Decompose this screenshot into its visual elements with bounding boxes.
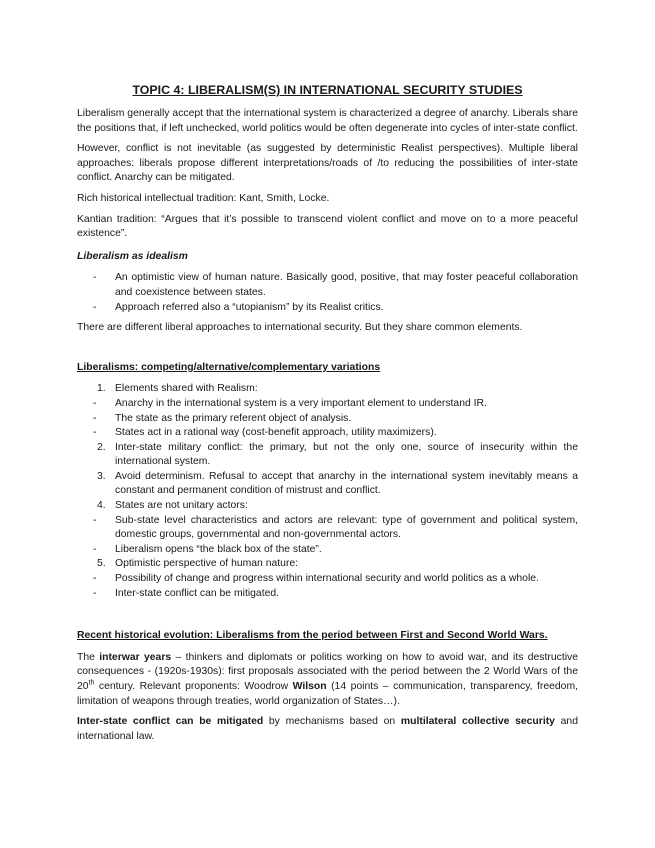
list-item <box>77 426 578 441</box>
list-bullet: - <box>93 587 97 599</box>
section-heading-variations: Liberalisms: competing/alternative/complementary variations <box>77 361 381 373</box>
bold-term-conflict: Inter-state conflict can be mitigated <box>77 716 264 728</box>
list-item-text: Possibility of change and progress within international security and world politics as a whole. <box>115 573 539 585</box>
list-bullet: - <box>93 412 97 424</box>
text-run: The <box>77 651 100 663</box>
intro-paragraph-1: Liberalism generally accept that the international system is characterized a degree of anarchy. Liberals share the positions that, if left unchecked, world politics would be often degenerate into cycles of inter-state conflict. <box>77 108 578 134</box>
list-item <box>77 470 578 499</box>
list-number: 1. <box>97 383 106 395</box>
list-item <box>77 271 578 300</box>
list-item <box>77 543 578 558</box>
text-run: – thinkers and diplomats or politics working on how to avoid war, and its destructive consequences - (1920s-1930s): first proposals associated with the period between the 2 World Wars of the 20 <box>77 651 578 692</box>
list-item <box>77 587 578 602</box>
list-item <box>77 514 578 543</box>
list-item-text: States are not unitary actors: <box>115 500 248 512</box>
intro-paragraph-4: Kantian tradition: “Argues that it’s possible to transcend violent conflict and move on to a more peaceful existence”. <box>77 213 578 240</box>
list-item-text: States act in a rational way (cost-benefit approach, utility maximizers). <box>115 427 437 439</box>
section-heading-history: Recent historical evolution: Liberalisms from the period between First and Second World Wars. <box>77 630 548 642</box>
document-body <box>77 82 578 750</box>
list-item-text: Inter-state military conflict: the primary, but not the only one, source of insecurity within the international system. <box>115 441 578 468</box>
list-item-text: Elements shared with Realism: <box>115 383 258 395</box>
list-bullet: - <box>93 272 97 284</box>
list-bullet: - <box>93 427 97 439</box>
list-number: 3. <box>97 470 106 482</box>
idealism-list <box>77 271 578 315</box>
list-bullet: - <box>93 573 97 585</box>
list-item-text: Avoid determinism. Refusal to accept that anarchy in the international system inevitably means a constant and permanent condition of mistrust and conflict. <box>115 470 578 497</box>
history-paragraph-2 <box>77 715 578 744</box>
list-number: 2. <box>97 441 106 453</box>
list-item <box>77 382 578 397</box>
bold-term-wilson: Wilson <box>292 681 327 692</box>
text-run: century. Relevant proponents: Woodrow <box>94 681 293 692</box>
list-item-text: An optimistic view of human nature. Basically good, positive, that may foster peaceful collaboration and coexistence between states. <box>115 272 578 298</box>
list-item-text: Liberalism opens “the black box of the state”. <box>115 543 322 555</box>
list-bullet: - <box>93 543 97 555</box>
list-bullet: - <box>93 397 97 409</box>
bold-term-collective-security: multilateral collective security <box>400 716 555 728</box>
list-item-text: The state as the primary referent object of analysis. <box>115 412 352 424</box>
idealism-closing: There are different liberal approaches to international security. But they share common elements. <box>77 322 523 334</box>
section-heading-idealism: Liberalism as idealism <box>77 250 188 262</box>
text-run: by mechanisms based on <box>263 716 401 728</box>
list-item <box>77 441 578 470</box>
superscript: th <box>88 679 95 687</box>
intro-paragraph-3: Rich historical intellectual tradition: Kant, Smith, Locke. <box>77 192 330 204</box>
list-item-text: Anarchy in the international system is a very important element to understand IR. <box>115 397 487 409</box>
list-item-text: Optimistic perspective of human nature: <box>115 558 299 570</box>
list-number: 5. <box>97 558 106 570</box>
list-item <box>77 301 578 316</box>
variations-list <box>77 382 578 601</box>
list-number: 4. <box>97 500 106 512</box>
page-title: TOPIC 4: LIBERALISM(S) IN INTERNATIONAL SECURITY STUDIES <box>132 83 523 97</box>
list-item <box>77 499 578 514</box>
list-item <box>77 557 578 572</box>
list-bullet: - <box>93 514 97 526</box>
bold-term-interwar: interwar years <box>99 651 172 663</box>
list-item <box>77 397 578 412</box>
list-bullet: - <box>93 301 97 313</box>
list-item-text: Sub-state level characteristics and actors are relevant: type of government and political system, domestic groups, governmental and non-governmental actors. <box>115 514 578 541</box>
text-run: (14 points – communication, transparency, freedom, limitation of weapons through treaties, world organization of States…). <box>77 681 578 707</box>
intro-paragraph-2: However, conflict is not inevitable (as suggested by deterministic Realist perspectives). Multiple liberal approaches: liberals propose different interpretations/roads of /to reducing the possibilities of inter-state conflict. Anarchy can be mitigated. <box>77 143 578 184</box>
text-run: and international law. <box>77 716 578 742</box>
history-paragraph-1 <box>77 651 578 709</box>
list-item <box>77 412 578 427</box>
list-item <box>77 572 578 587</box>
list-item-text: Inter-state conflict can be mitigated. <box>115 587 280 599</box>
list-item-text: Approach referred also a “utopianism” by its Realist critics. <box>115 301 384 313</box>
